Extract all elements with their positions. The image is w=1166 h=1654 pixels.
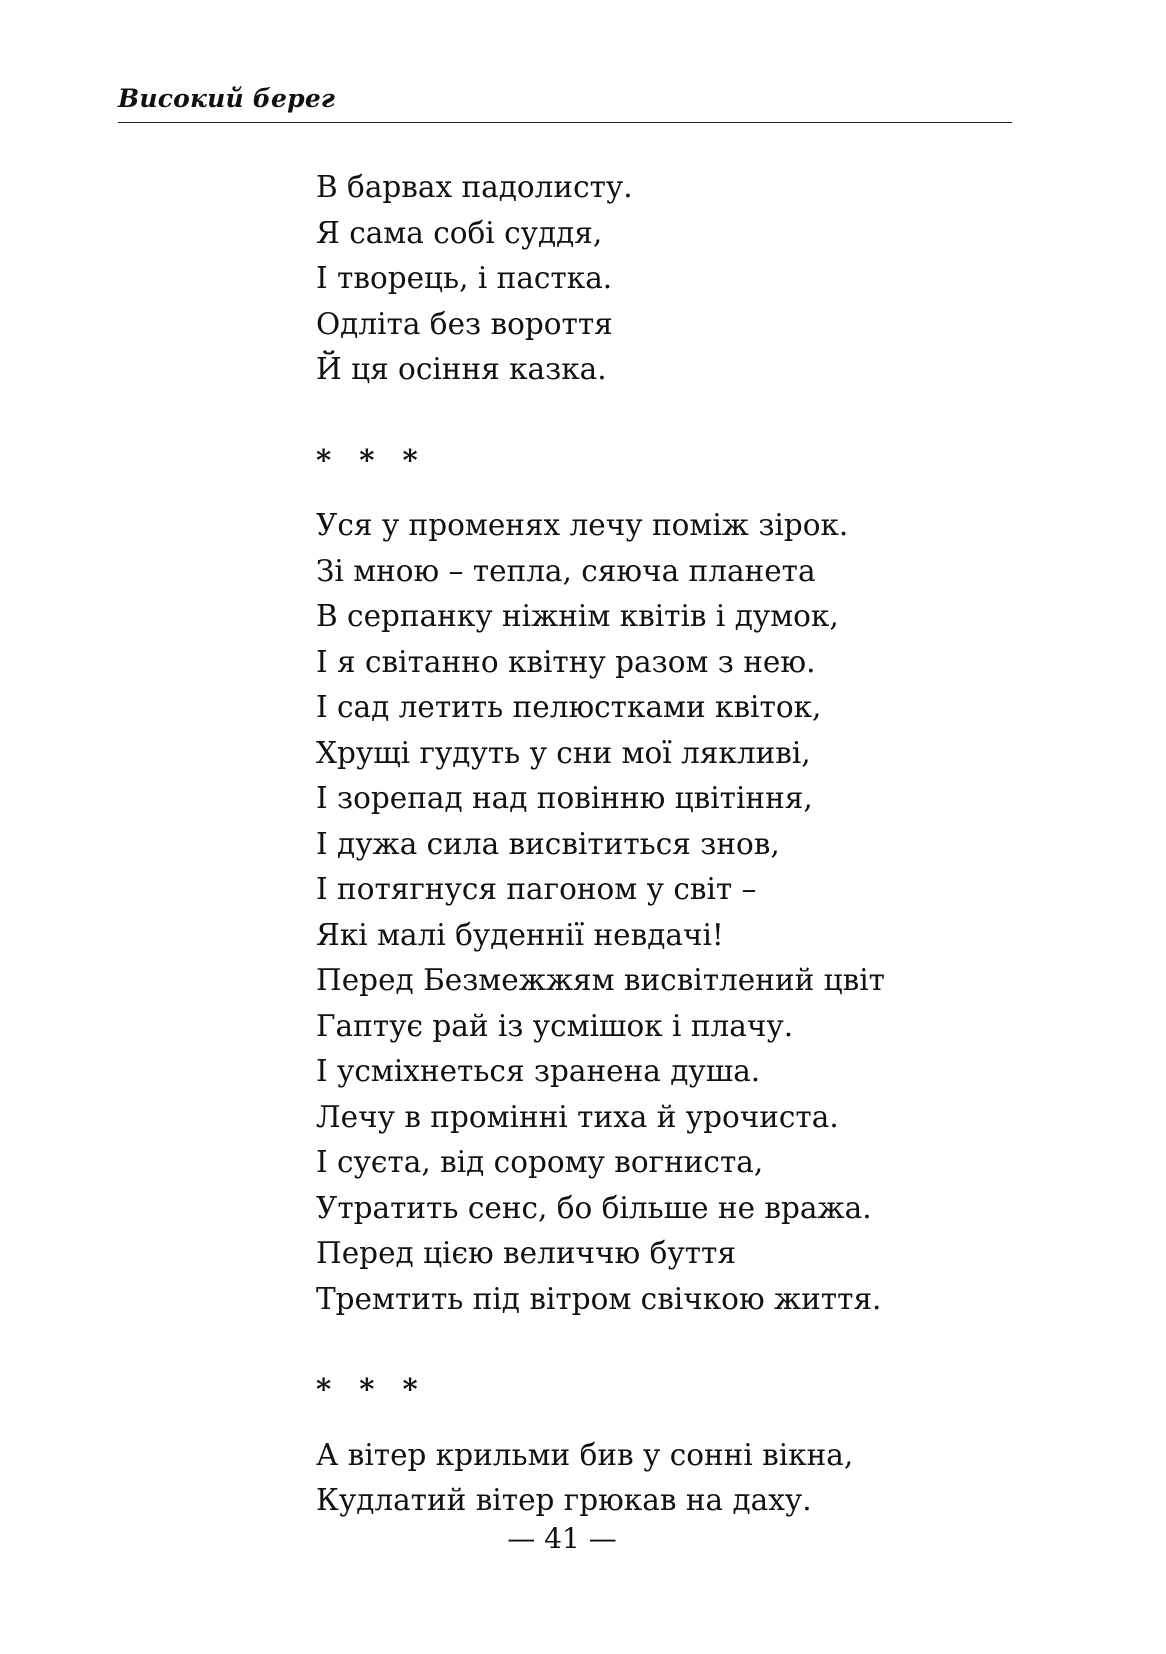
poem-line: І сад летить пелюстками квіток, [316, 690, 822, 724]
stanza-gap [316, 1322, 1056, 1367]
poem-column [316, 165, 1056, 1524]
poem-line: Лечу в промінні тиха й урочиста. [316, 1099, 839, 1134]
poem-line: І я світанно квітну разом з нею. [316, 644, 816, 679]
asterism-separator: * * * [316, 442, 427, 477]
running-header [118, 84, 1012, 123]
asterism-separator: * * * [316, 1372, 427, 1406]
stanza-gap [316, 1413, 1056, 1433]
poem-line: Я сама собі суддя, [316, 215, 603, 250]
poem-line: І суєта, від сорому вогниста, [316, 1145, 764, 1179]
book-title: Високий берег [118, 84, 336, 113]
poem-line: Хрущі гудуть у сни мої лякливі, [316, 735, 811, 770]
poem-line: Утратить сенс, бо більше не вража. [316, 1190, 872, 1225]
poem-line: Зі мною – тепла, сяюча планета [316, 553, 816, 588]
poem-line: І потягнуся пагоном у світ – [316, 872, 757, 906]
poem-middle [316, 503, 1056, 1322]
poem-line: Одліта без вороття [316, 306, 613, 341]
poem-line: Які малі буденнії невдачі! [316, 917, 724, 952]
poem-line: Й ця осіння казка. [316, 352, 607, 386]
poem-line: В серпанку ніжнім квітів і думок, [316, 599, 839, 633]
stanza-gap [316, 393, 1056, 438]
poem-ending [316, 165, 1056, 393]
poem-line: Кудлатий вітер грюкав на даху. [316, 1483, 812, 1517]
poem-line: В барвах падолисту. [316, 170, 633, 204]
stanza-gap [316, 483, 1056, 503]
poem-line: І зорепад над повінню цвітіння, [316, 781, 813, 815]
poem-line: І творець, і пастка. [316, 261, 613, 295]
poem-line: А вітер крильми бив у сонні вікна, [316, 1437, 854, 1472]
poem-line: Уся у променях лечу поміж зірок. [316, 508, 849, 542]
poem-line: І дужа сила висвітиться знов, [316, 826, 780, 861]
page-number: — 41 — [507, 1522, 617, 1555]
poem-line: Тремтить під вітром свічкою життя. [316, 1281, 882, 1316]
poem-line: Перед Безмежжям висвітлений цвіт [316, 963, 885, 997]
poem-line: Гаптує рай із усмішок і плачу. [316, 1008, 794, 1043]
poem-beginning [316, 1433, 1056, 1524]
poem-line: І усміхнеться зранена душа. [316, 1054, 761, 1088]
poem-line: Перед цією величчю буття [316, 1236, 736, 1270]
